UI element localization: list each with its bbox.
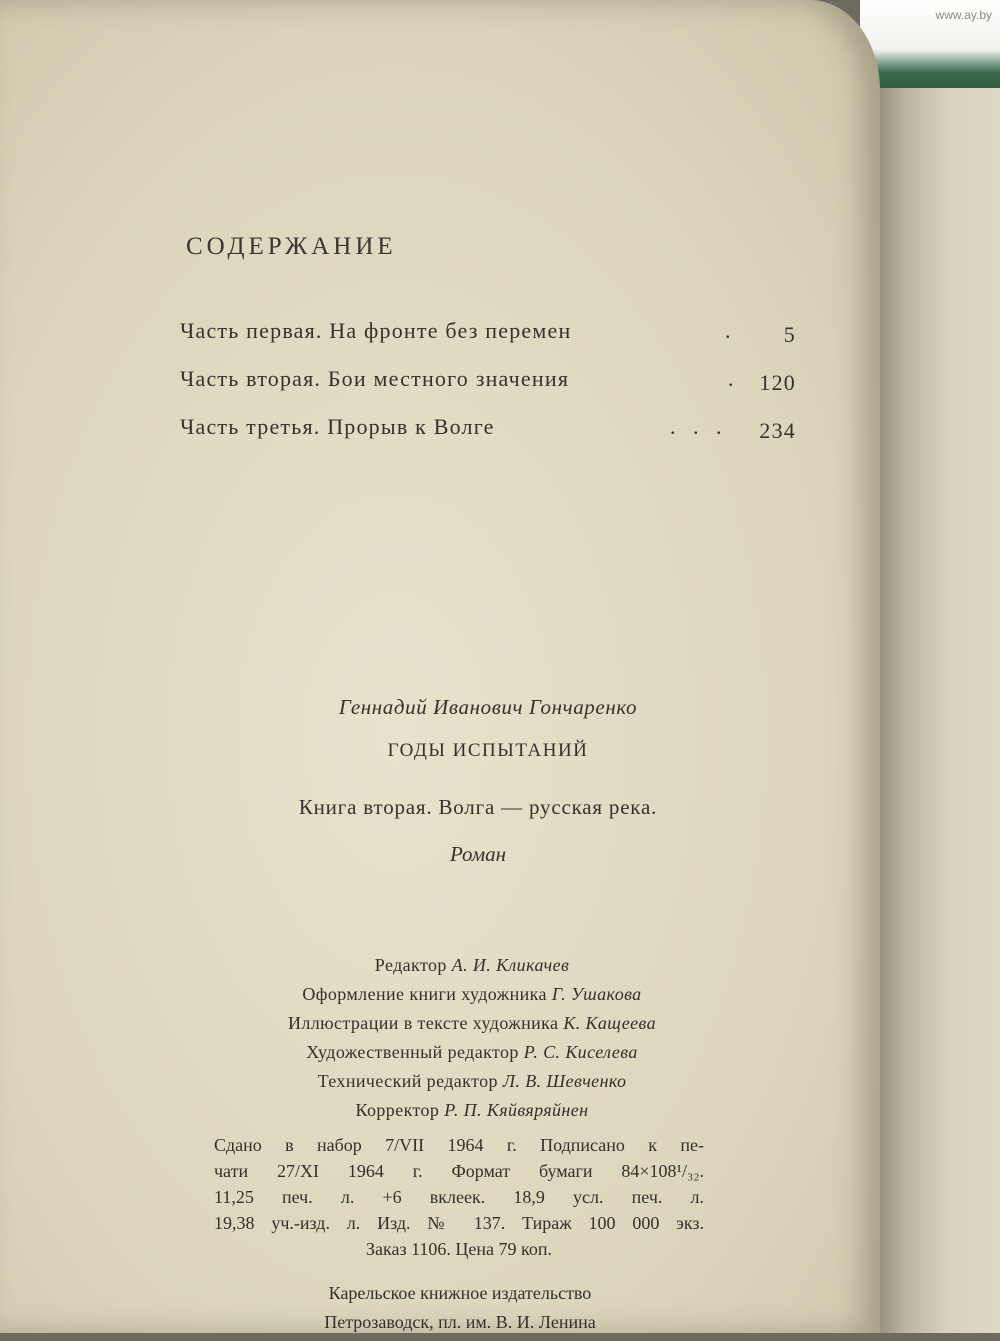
- toc-entry-dots: .: [725, 318, 737, 343]
- book-title: ГОДЫ ИСПЫТАНИЙ: [387, 740, 589, 761]
- toc-entry-label: Часть первая. На фронте без перемен: [180, 318, 572, 343]
- toc-entry-page: 5: [783, 322, 796, 347]
- credit-line: [212, 955, 732, 984]
- credit-name: Г. Ушакова: [551, 984, 642, 1004]
- toc-title: СОДЕРЖАНИЕ: [186, 233, 397, 260]
- credit-line: [212, 1042, 732, 1071]
- toc-entry-label: Часть третья. Прорыв к Волге: [180, 414, 495, 439]
- credit-role: Редактор: [374, 955, 447, 975]
- print-info-line: Сдано в набор 7/VII 1964 г. Подписано к пе-: [214, 1135, 704, 1155]
- print-info-block: [214, 1135, 704, 1265]
- publisher-city: Петрозаводск, пл. им. В. И. Ленина: [324, 1312, 596, 1332]
- print-info-line: 19,38 уч.-изд. л. Изд. № 137. Тираж 100 000 экз.: [214, 1213, 704, 1233]
- credit-line: [212, 1071, 732, 1100]
- toc-entry-dots: . . .: [670, 414, 728, 439]
- author-name: Геннадий Иванович Гончаренко: [338, 695, 638, 719]
- credit-line: [212, 1013, 732, 1042]
- toc-entry: [180, 414, 800, 462]
- toc-entry: [180, 318, 800, 366]
- credit-name: К. Кащеева: [563, 1013, 656, 1033]
- toc-entry-dots: .: [728, 366, 740, 391]
- credit-line: [212, 984, 732, 1013]
- publisher-block: [240, 1283, 680, 1341]
- print-info-line: 11,25 печ. л. +6 вклеек. 18,9 усл. печ. л.: [214, 1187, 704, 1207]
- toc-entry-page: 234: [759, 418, 796, 443]
- credit-name: Р. С. Киселева: [523, 1042, 638, 1062]
- credit-name: Р. П. Кяйвяряйнен: [444, 1100, 589, 1120]
- watermark: www.ay.by: [935, 8, 992, 22]
- credit-role: Иллюстрации в тексте художника: [288, 1013, 559, 1033]
- credit-role: Оформление книги художника: [302, 984, 547, 1004]
- publisher-name: Карельское книжное издательство: [328, 1283, 592, 1303]
- credit-line: [212, 1100, 732, 1129]
- book-subtitle: Книга вторая. Волга — русская река.: [298, 795, 658, 819]
- print-info-line: чати 27/XI 1964 г. Формат бумаги 84×108¹/₃₂.: [214, 1161, 704, 1181]
- credit-name: А. И. Кликачев: [451, 955, 570, 975]
- credit-role: Художественный редактор: [306, 1042, 519, 1062]
- toc-entry: [180, 366, 800, 414]
- print-info-line: Заказ 1106. Цена 79 коп.: [366, 1239, 552, 1259]
- credit-role: Корректор: [355, 1100, 440, 1120]
- table-of-contents: [180, 318, 800, 462]
- book-genre: Роман: [449, 842, 507, 866]
- toc-entry-page: 120: [759, 370, 796, 395]
- toc-entry-label: Часть вторая. Бои местного значения: [180, 366, 570, 391]
- credits-block: [212, 955, 732, 1129]
- credit-role: Технический редактор: [317, 1071, 498, 1091]
- credit-name: Л. В. Шевченко: [502, 1071, 627, 1091]
